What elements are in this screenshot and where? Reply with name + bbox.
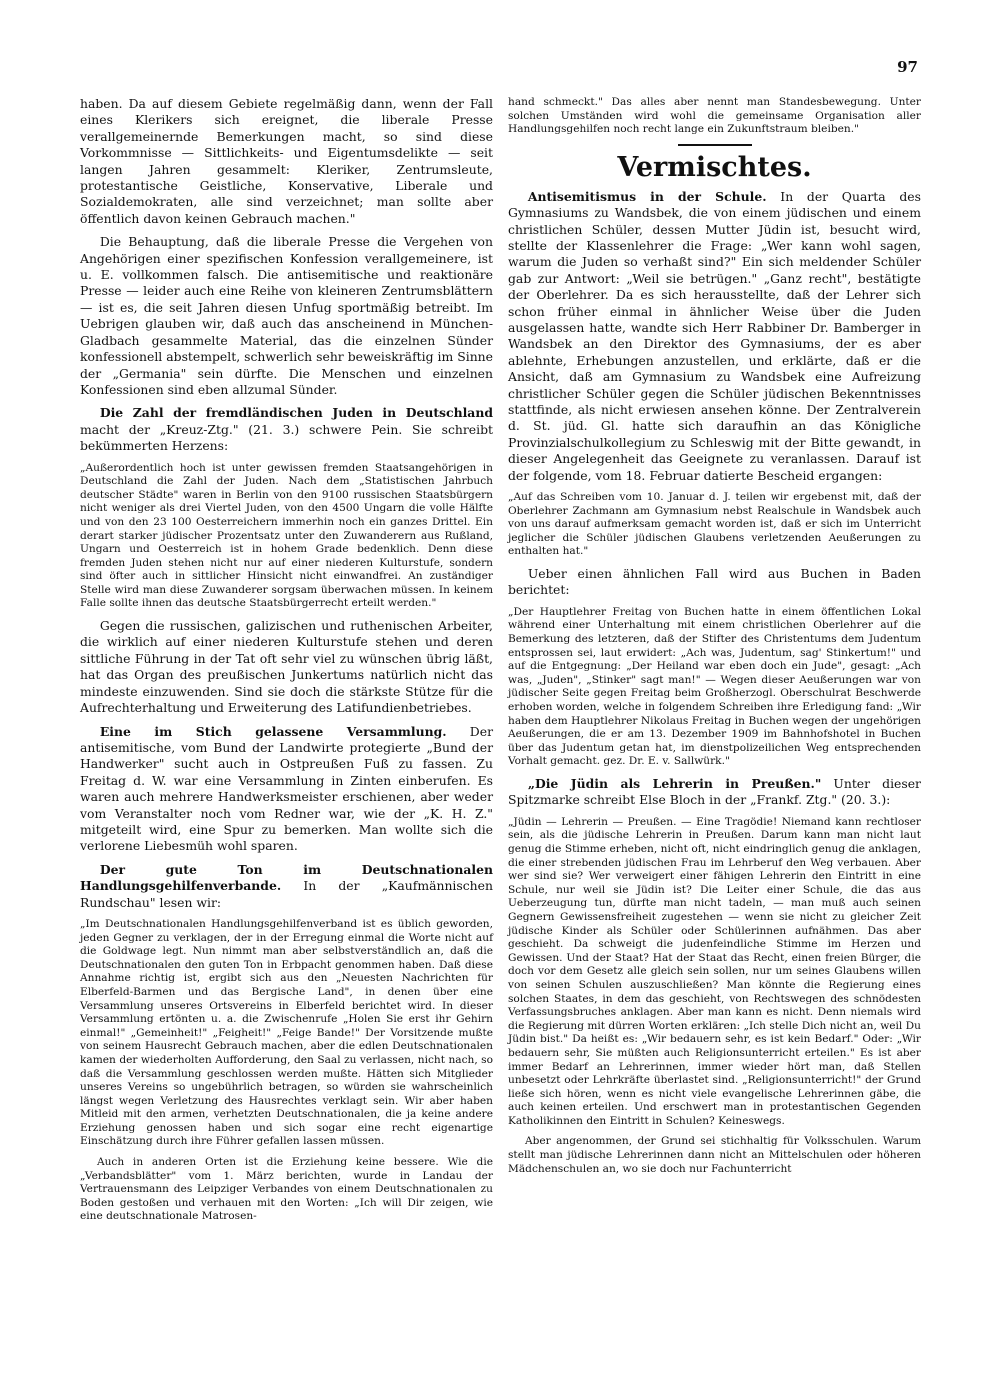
article-heading: Die Zahl der fremdländischen Juden in Deutschland [99,405,493,421]
article-fremdlaendische-juden [80,405,493,454]
section-divider [678,144,752,146]
paragraph-continued: hand schmeckt." Das alles aber nennt man Standesbewegung. Unter solchen Umständen wird wohl die gemeinsame Organisation aller Handlungsgehilfen noch recht lange ein Zukunftstraum bleiben." [508,96,921,136]
quote-rundschau-continued: Auch in anderen Orten ist die Erziehung keine bessere. Wie die „Verbandsblätter" vom 1. März berichten, wurde in Landau der Vertrauensmann des Leipziger Verbandes von einem Deutschnationalen zu Boden gestoßen und verhauen mit den Worten: „Ich will Dir zeigen, wie eine deutschnationale Matrosen- [80,1156,493,1223]
article-heading: Der gute Ton im Deutschnationalen Handlungsgehilfenverbande. [80,861,493,894]
article-heading: Antisemitismus in der Schule. [527,188,767,204]
quote-rundschau: „Im Deutschnationalen Handlungsgehilfenverband ist es üblich geworden, jeden Gegner zu verklagen, der in der Erregung einmal die Worte nicht auf die Goldwage legt. Nun nimmt man aber selbstverständlich an, daß die Deutschnationalen den guten Ton in Erbpacht genommen haben. Daß diese Annahme richtig ist, ergibt sich aus den „Neuesten Nachrichten für Elberfeld-Barmen und das Bergische Land", in denen über eine Versammlung unseres Ortsvereins in Elberfeld berichtet wird. In dieser Versammlung ertönten u. a. die Zwischenrufe „Holen Sie erst ihr Gehirn einmal!" „Gemeinheit!" „Feigheit!" „Feige Bande!" Der Vorsitzende mußte von seinem Hausrecht Gebrauch machen, aber die edlen Deutschnationalen kamen der wiederholten Aufforderung, den Saal zu verlassen, nicht nach, so daß die Versammlung geschlossen werden mußte. Hätten sich Mitglieder unseres Vereins so ungebührlich betragen, so würden sie wahrscheinlich längst wegen Verletzung des Hausrechtes verklagt sein. Wir aber haben Mitleid mit den armen, verhetzten Deutschnationalen, die ja keine andere Erziehung genossen haben und sich sogar eine recht eigenartige Einschätzung durch ihre Führer gefallen lassen müssen. [80,917,493,1148]
quote-kreuzzeitung: „Außerordentlich hoch ist unter gewissen fremden Staatsangehörigen in Deutschland die Zahl der Juden. Nach dem „Statistischen Jahrbuch deutscher Städte" waren in Berlin von den 9100 russischen Staatsbürgern nicht weniger als drei Viertel Juden, von den 4500 Ungarn die volle Hälfte und von den 23 100 Oesterreichern immerhin noch ein ganzes Drittel. Ein derart starker jüdischer Prozentsatz unter den Zuwanderern aus Rußland, Ungarn und Oesterreich ist in hohem Grade bedenklich. Denn diese fremden Juden stehen nicht nur auf einer niederen Kulturstufe, sondern sind öfter auch in sittlicher Hinsicht nicht einwandfrei. An zuständiger Stelle wird man diese Zuwanderer sorgsam überwachen müssen. In keinem Falle sollte ihnen das deutsche Staatsbürgerrecht erteilt werden." [80,461,493,610]
quote-bescheid: „Auf das Schreiben vom 10. Januar d. J. teilen wir ergebenst mit, daß der Oberlehrer Zachmann am Gymnasium nebst Realschule in Wandsbek auch von uns darauf aufmerksam gemacht worden ist, daß er sich im Unterricht jeglicher die Schüler jüdischen Glaubens verletzenden Aeußerungen zu enthalten hat." [508,491,921,558]
article-juedin-lehrerin [508,776,921,809]
quote-frankfurter: „Jüdin — Lehrerin — Preußen. — Eine Tragödie! Niemand kann rechtloser sein, als die jüdische Lehrerin in Preußen. Darum kann man nicht laut genug die Stimme erheben, nicht oft, nicht eindringlich genug die anklagen, die einer strebenden jüdischen Frau im Lehrberuf den Weg verbauen. Aber wer sind sie? Wer verweigert einer fähigen Lehrerin den Eintritt in eine Schule, nur weil sie Jüdin ist? Die Leiter einer Schule, die das aus Ueberzeugung tun, dürfte man nicht tadeln, — man muß auch seinen Gegnern Gewissensfreiheit zugestehen — wenn sie nicht zu gleicher Zeit jüdische Kinder als Schüler oder Schülerinnen aufnähmen. Das aber geschieht. Da schweigt die judenfeindliche Stimme im Herzen und Gewissen. Und der Staat? Hat der Staat das Recht, einen freien Bürger, die doch vor dem Gesetz alle gleich sein sollen, nur um seines Glaubens willen von seinen Schulen auszuschließen? Man könnte die Regierung eines solchen Staates, in dem das geschieht, von Rechtswegen des schnödesten Verfassungsbruches anklagen. Aber man kann es nicht. Denn niemals wird die Regierung mit dürren Worten erklären: „Ich stelle Dich nicht an, weil Du Jüdin bist." Da heißt es: „Wir bedauern sehr, es ist kein Bedarf." Oder: „Wir bedauern sehr, Sie müßten auch Religionsunterricht erteilen." Es ist aber immer Bedarf an Lehrerinnen, immer wieder hört man, daß Stellen unbesetzt oder Lehrkräfte überlastet sind. „Religionsunterricht!" der Grund ließe sich hören, wenn es nicht viele evangelische Lehrerinnen gäbe, die auch keinen erteilen. Und erschwert man in protestantischen Gegenden Katholikinnen den Eintritt in Schulen? Keineswegs. [508,815,921,1127]
article-guter-ton [80,862,493,911]
quote-buchen: „Der Hauptlehrer Freitag von Buchen hatte in einem öffentlichen Lokal während einer Unterhaltung mit einem christlichen Oberlehrer auf die Bemerkung des letzteren, daß der Stifter des Christentums dem Judentum entsprossen sei, laut erwidert: „Ach was, Judentum, sag' Stinkertum!" und auf die Entgegnung: „Der Heiland war eben doch ein Jude", gesagt: „Ach was, „Juden", „Stinker" sagt man!" — Wegen dieser Aeußerungen war von jüdischer Seite gegen Freitag beim Großherzogl. Oberschulrat Beschwerde erhoben worden, welche in folgendem Schreiben ihre Erledigung fand: „Wir haben dem Hauptlehrer Nikolaus Freitag in Buchen wegen der ungehörigen Aeußerungen, die er am 13. Dezember 1909 im Bahnhofshotel in Buchen über das Judentum getan hat, im dienstpolizeilichen Weg entsprechenden Vorhalt gemacht. gez. Dr. E. v. Sallwürk." [508,605,921,768]
article-heading: „Die Jüdin als Lehrerin in Preußen." [527,776,822,791]
article-text: Unter dieser Spitzmarke schreibt Else Bloch in der „Frankf. Ztg." (20. 3.): [508,776,921,808]
article-text: In der „Kaufmännischen Rundschau" lesen wir: [80,878,493,910]
left-column [80,96,493,1231]
paragraph-continued: haben. Da auf diesem Gebiete regelmäßig dann, wenn der Fall eines Klerikers sich ereignet, die liberale Presse verallgemeinernde Bemerkungen macht, so sind diese Vorkommnisse — Sittlichkeits- und Eigentumsdelikte — seit langen Jahren gesammelt: Kleriker, Zentrumsleute, protestantische Geistliche, Konservative, Liberale und Sozialdemokraten, alle sind verzeichnet; man sollte aber öffentlich davon keinen Gebrauch machen." [80,96,493,226]
page-number: 97 [897,58,918,76]
article-text: Der antisemitische, vom Bund der Landwirte protegierte „Bund der Handwerker" sucht auch in Ostpreußen Fuß zu fassen. Zu Freitag d. W. war eine Versammlung in Zinten einberufen. Es waren auch mehrere Handwerksmeister erschienen, aber weder vom Veranstalter noch vom Redner war, wie der „K. H. Z." mitgeteilt wird, eine Spur zu bemerken. Man wollte sich die verlorene Liebesmüh wohl sparen. [80,723,493,854]
article-heading: Eine im Stich gelassene Versammlung. [99,723,447,739]
quote-frankfurter-continued: Aber angenommen, der Grund sei stichhaltig für Volksschulen. Warum stellt man jüdische Lehrerinnen dann nicht an Mittelschulen oder höheren Mädchenschulen an, wo sie doch nur Fachunterricht [508,1135,921,1175]
article-versammlung [80,724,493,855]
section-title: Vermischtes. [617,151,812,183]
paragraph-behauptung: Die Behauptung, daß die liberale Presse die Vergehen von Angehörigen einer spezifischen Konfession verallgemeinere, ist u. E. vollkommen falsch. Die antisemitische und reaktionäre Presse — leider auch eine Reihe von kleineren Zentrumsblättern — ist es, die seit Jahren diesen Unfug sportmäßig betreibt. Im Uebrigen glauben wir, daß auch das anscheinend in München-Gladbach gesammelte Material, das die einzelnen Sünder konfessionell abstempelt, schwerlich sehr beweiskräftig im Sinne der „Germania" sein dürfte. Die Menschen und einzelnen Konfessionen sind eben allzumal Sünder. [80,234,493,397]
paragraph-arbeiter: Gegen die russischen, galizischen und ruthenischen Arbeiter, die wirklich auf einer niederen Kulturstufe stehen und deren sittliche Führung in der Tat oft sehr viel zu wünschen übrig läßt, hat das Organ des preußischen Junkertums natürlich nicht das mindeste einzuwenden. Sind sie doch die stärkste Stütze für die Aufrechterhaltung und Erweiterung des Latifundienbetriebes. [80,618,493,716]
article-text: In der Quarta des Gymnasiums zu Wandsbek, die von einem jüdischen und einem christlichen Schüler, dessen Mutter Jüdin ist, besucht wird, stellte der Klassenlehrer die Frage: „Wer kann wohl sagen, warum die Juden so verhaßt sind?" Ein sich meldender Schüler gab zur Antwort: „Weil sie betrügen." „Ganz recht", bestätigte der Oberlehrer. Da es sich herausstellte, daß der Lehrer sich schon früher einmal in ähnlicher Weise über die Juden ausgelassen hatte, wandte sich Herr Rabbiner Dr. Bamberger in Wandsbek an den Direktor des Gymnasiums, der es aber ablehnte, Erhebungen anzustellen, und erklärte, daß er die Ansicht, daß am Gymnasium zu Wandsbek eine Aufreizung christlicher Schüler gegen die Schüler jüdischen Bekenntnisses stattfinde, als nicht erwiesen ansehen könne. Der Zentralverein d. St. jüd. Gl. hatte sich daraufhin an das Königliche Provinzialschulkollegium zu Schleswig mit der Bitte gewandt, in dieser Angelegenheit das Geeignete zu veranlassen. Darauf ist der folgende, vom 18. Februar datierte Bescheid ergangen: [508,188,921,483]
article-antisemitismus-schule [508,189,921,484]
right-column [508,96,921,1183]
paragraph-buchen: Ueber einen ähnlichen Fall wird aus Buchen in Baden berichtet: [508,566,921,598]
article-text: macht der „Kreuz-Ztg." (21. 3.) schwere Pein. Sie schreibt bekümmerten Herzens: [80,421,493,454]
